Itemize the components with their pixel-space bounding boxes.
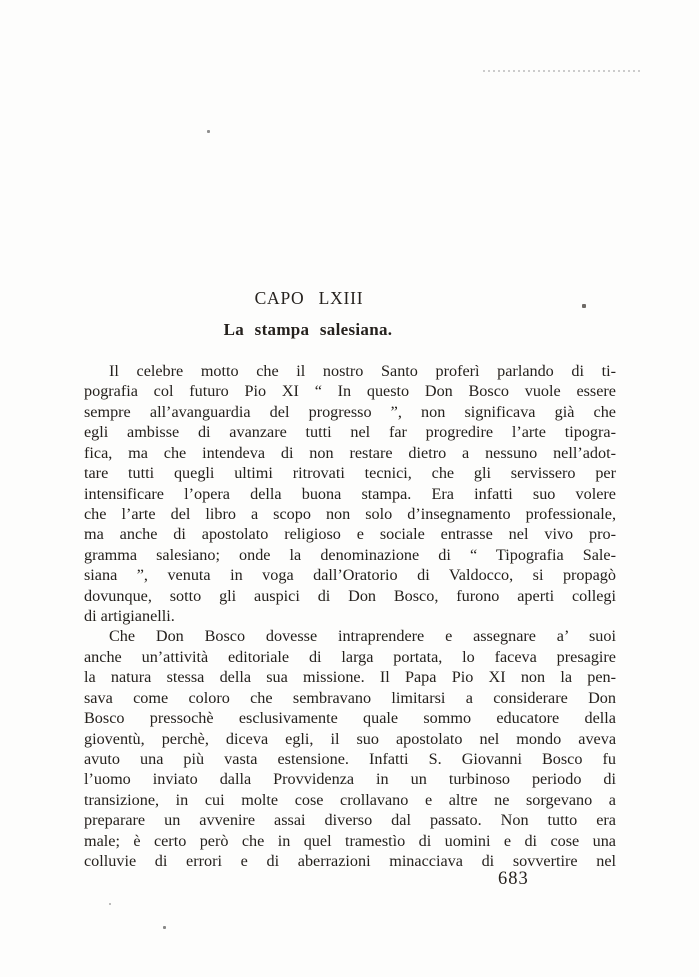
text-line: transizione, in cui molte cose crollavano e altre ne sorgevano a xyxy=(84,790,616,809)
paragraph xyxy=(84,626,616,871)
text-line: gramma salesiano; onde la denominazione di “ Tipografia Sale- xyxy=(84,545,616,564)
chapter-heading: CAPO LXIII xyxy=(254,288,364,308)
text-line: pografia col futuro Pio XI “ In questo Don Bosco vuole essere xyxy=(84,382,616,401)
text-line: Che Don Bosco dovesse intraprendere e assegnare a’ suoi xyxy=(109,627,616,646)
text-line: Il celebre motto che il nostro Santo proferì parlando di ti- xyxy=(109,362,616,380)
text-line: l’uomo inviato dalla Provvidenza in un turbinoso periodo di xyxy=(84,770,616,789)
text-line: gioventù, perchè, diceva egli, il suo apostolato nel mondo aveva xyxy=(84,729,616,748)
text-line: colluvie di errori e di aberrazioni minacciava di sovvertire nel xyxy=(84,852,616,871)
text-line: dovunque, sotto gli auspici di Don Bosco, furono aperti collegi xyxy=(84,586,616,605)
scan-speck xyxy=(207,130,210,133)
text-line: sava come coloro che sembravano limitarsi a considerare Don xyxy=(84,688,616,707)
text-line: egli ambisse di avanzare tutti nel far progredire l’arte tipogra- xyxy=(84,423,616,442)
text-line: tare tutti quegli ultimi ritrovati tecnici, che gli servissero per xyxy=(84,464,616,483)
text-line: sempre all’avanguardia del progresso ”, non significava già che xyxy=(84,402,616,421)
paragraph xyxy=(84,361,616,626)
text-line: fica, ma che intendeva di non restare dietro a nessuno nell’adot- xyxy=(84,443,616,462)
text-line: siana ”, venuta in voga dall’Oratorio di Valdocco, si propagò xyxy=(84,566,616,585)
text-line: anche un’attività editoriale di larga portata, lo faceva presagire xyxy=(84,647,616,666)
text-line: avuto una più vasta estensione. Infatti S. Giovanni Bosco fu xyxy=(84,750,616,769)
text-line: che l’arte del libro a scopo non solo d’insegnamento professionale, xyxy=(84,504,616,523)
text-line: male; è certo però che in quel tramestìo di uomini e di cose una xyxy=(84,831,616,850)
text-line: ma anche di apostolato religioso e sociale entrasse nel vivo pro- xyxy=(84,525,616,544)
text-line: Bosco pressochè esclusivamente quale sommo educatore della xyxy=(84,709,616,728)
body-text xyxy=(84,361,616,872)
scan-artifact-dotted-line xyxy=(483,70,641,72)
section-title: La stampa salesiana. xyxy=(223,320,393,339)
text-line: preparare un avvenire assai diverso dal passato. Non tutto era xyxy=(84,811,616,830)
page-number: 683 xyxy=(498,869,529,889)
text-line: la natura stessa della sua missione. Il Papa Pio XI non la pen- xyxy=(84,668,616,687)
text-line: intensificare l’opera della buona stampa. Era infatti suo volere xyxy=(84,484,616,503)
scan-speck xyxy=(582,304,586,308)
scan-speck xyxy=(163,926,166,929)
scan-speck xyxy=(109,903,111,905)
text-line: di artigianelli. xyxy=(84,607,175,626)
